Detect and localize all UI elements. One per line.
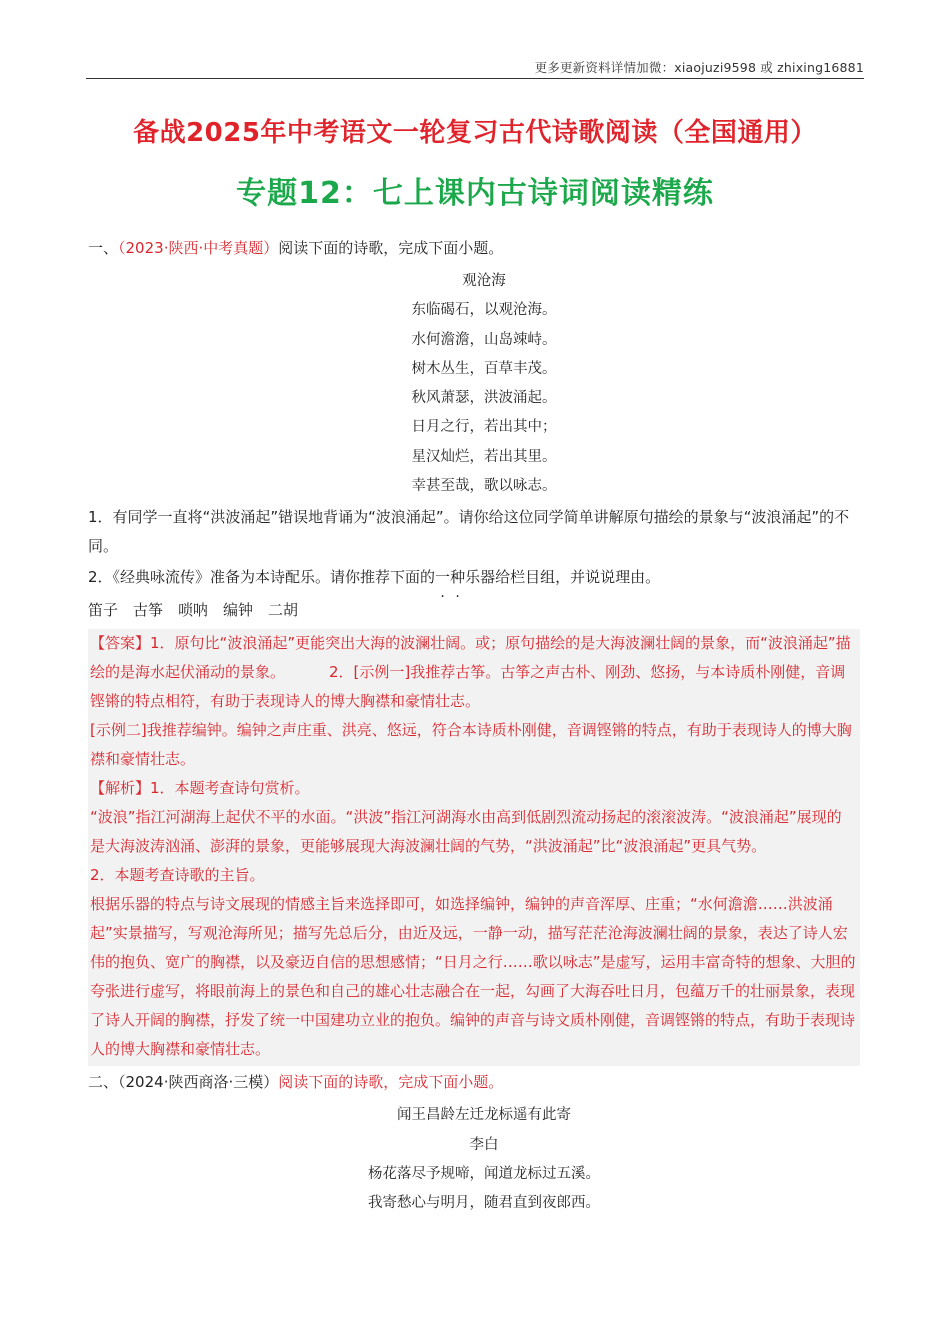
poem2-line: 杨花落尽予规啼，闻道龙标过五溪。	[368, 1165, 600, 1182]
section2-number: 二、	[88, 1073, 119, 1092]
section2-source: （2024·陕西商洛·三模）	[118, 1073, 279, 1092]
section2-instruction: 阅读下面的诗歌，完成下面小题。	[278, 1073, 504, 1092]
answer-block	[88, 629, 860, 1066]
answer-paragraph	[90, 629, 856, 716]
analysis-heading: 【解析】1．本题考查诗句赏析。	[90, 779, 310, 798]
header-divider	[86, 78, 864, 79]
poem1-line: 星汉灿烂，若出其里。	[411, 448, 557, 465]
header-note: 更多更新资料详情加微：xiaojuzi9598 或 zhixing16881	[534, 60, 864, 75]
poem1-title: 观沧海	[462, 273, 506, 289]
poem1-line: 秋风萧瑟，洪波涌起。	[411, 390, 557, 407]
section2-heading	[88, 1068, 860, 1097]
poem1	[108, 267, 860, 501]
analysis-text-2: 根据乐器的特点与诗文展现的情感主旨来选择即可，如选择编钟，编钟的声音浑厚、庄重；“水何澹澹……洪波涌起”实景描写，写观沧海所见；描写先总后分，由近及远，一静一动，描写茫茫沧海波澜壮阔的景象，表达了诗人宏伟的抱负、宽广的胸襟，以及豪迈自信的思想感情；“日月之行……歌以咏志”是虚写，运用丰富奇特的想象、大胆的夸张进行虚写，将眼前海上的景色和自己的雄心壮志融合在一起，勾画了大海吞吐日月，包蕴万千的壮丽景象，表现了诗人开阔的胸襟，抒发了统一中国建功立业的抱负。编钟的声音与诗文质朴刚健，音调铿锵的特点，有助于表现诗人的博大胸襟和豪情壮志。	[90, 895, 856, 1059]
section1-source: （2023·陕西·中考真题）	[118, 239, 279, 257]
answer-part-1: 【答案】1．原句比“波浪涌起”更能突出大海的波澜壮阔。或；原句描绘的是大海波澜壮阔的景象，而“波浪涌起”描绘的是海水起伏涌动的景象。	[90, 634, 851, 682]
document-body	[88, 232, 860, 1221]
poem1-line: 幸甚至哉，歌以咏志。	[411, 478, 557, 495]
poem1-line: 东临碣石，以观沧海。	[411, 302, 557, 319]
question-2-text-pre: 2．《经典咏流传》准备为本诗配乐。请你推荐下面的	[88, 568, 436, 587]
analysis-heading-2: 2．本题考查诗歌的主旨。	[90, 866, 265, 885]
instrument-options: 笛子 古筝 唢呐 编钟 二胡	[88, 601, 299, 620]
section1-heading	[88, 234, 860, 263]
poem2-author: 李白	[469, 1136, 499, 1153]
poem2-title: 闻王昌龄左迁龙标遥有此寄	[397, 1107, 571, 1124]
poem2-line: 我寄愁心与明月，随君直到夜郎西。	[368, 1195, 600, 1212]
poem1-line: 水何澹澹，山岛竦峙。	[411, 331, 557, 348]
poem1-line: 日月之行，若出其中；	[411, 419, 557, 436]
poem2	[108, 1101, 860, 1218]
analysis-text-1: “波浪”指江河湖海上起伏不平的水面。“洪波”指江河湖海水由高到低剧烈流动扬起的滚滚波涛。“波浪涌起”展现的是大海波涛汹涌、澎湃的景象，更能够展现大海波澜壮阔的气势，“洪波涌起”比“波浪涌起”更具气势。	[90, 808, 842, 856]
poem1-line: 树木丛生，百草丰茂。	[411, 360, 557, 377]
document-subtitle: 专题12：七上课内古诗词阅读精练	[236, 176, 714, 211]
section1-instruction: 阅读下面的诗歌，完成下面小题。	[278, 239, 504, 257]
question-2-emphasis: 一	[435, 568, 451, 587]
question-1: 1．有同学一直将“洪波涌起”错误地背诵为“波浪涌起”。请你给这位同学简单讲解原句描绘的景象与“波浪涌起”的不同。	[88, 508, 850, 556]
document-title: 备战2025年中考语文一轮复习古代诗歌阅读（全国通用）	[133, 118, 817, 148]
answer-example-2: [示例二]我推荐编钟。编钟之声庄重、洪亮、悠远，符合本诗质朴刚健，音调铿锵的特点，有助于表现诗人的博大胸襟和豪情壮志。	[90, 721, 852, 769]
question-2-text-post: 乐器给栏目组，并说说理由。	[465, 568, 661, 587]
section1-number: 一、	[88, 239, 119, 257]
question-2	[88, 563, 860, 592]
answer-part-2: 2．[示例一]我推荐古筝。古筝之声古朴、刚劲、悠扬，与本诗质朴刚健，音调铿锵的特点相符，有助于表现诗人的博大胸襟和豪情壮志。	[90, 663, 846, 711]
question-2-emphasis: 种	[450, 568, 466, 587]
